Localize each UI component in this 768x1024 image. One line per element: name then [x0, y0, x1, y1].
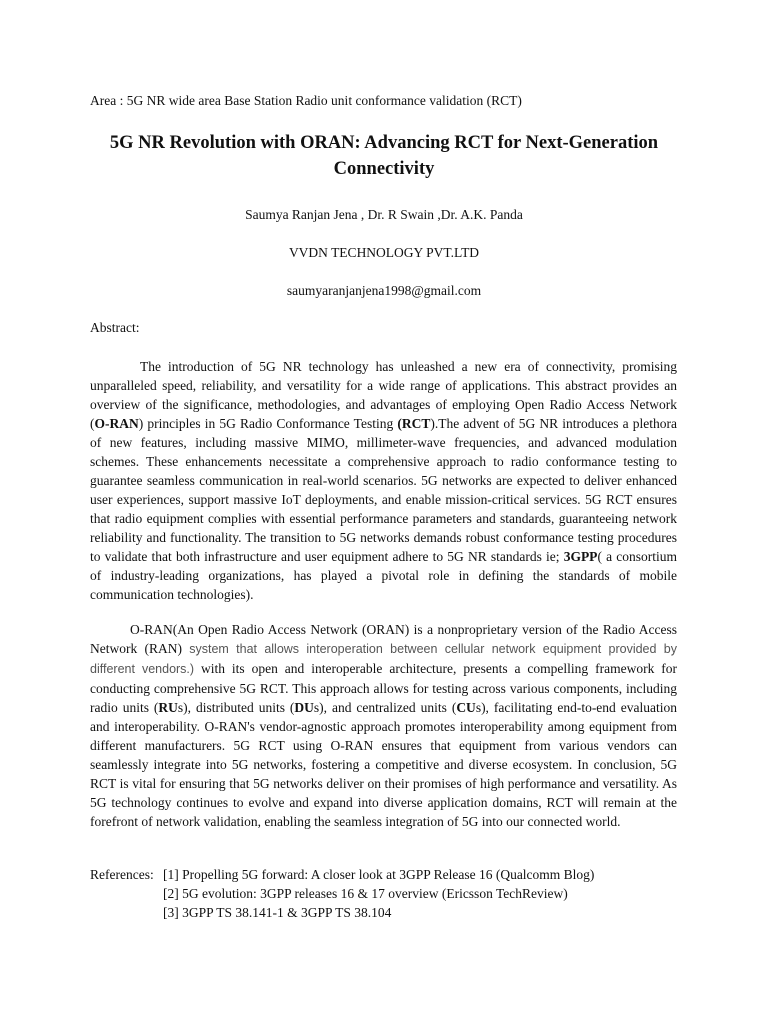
author-email: saumyaranjanjena1998@gmail.com [286, 283, 482, 298]
text-run: The introduction of 5G NR technology has unleashed a new era of connectivity, promising unparalleled speed, reliability, and versatility for a wide range of applications. This abstract provides an overview of the significance, methodologies, and advantages of employing Open Radio Access Network ( [90, 359, 677, 431]
text-run: s), facilitating end-to-end evaluation and interoperability. O-RAN's vendor-agnostic approach promotes interoperability among equipment from different manufacturers. 5G RCT using O-RAN ensures that equipment from various vendors can seamlessly integrate into 5G networks, fostering a competitive and diverse ecosystem. In conclusion, 5G RCT is vital for ensuring that 5G networks deliver on their promises of high performance and versatility. As 5G technology continues to evolve and expand into diverse application domains, RCT will remain at the forefront of network validation, enabling the seamless integration of 5G into our connected world. [90, 700, 677, 829]
reference-item: [2] 5G evolution: 3GPP releases 16 & 17 overview (Ericsson TechReview) [163, 886, 568, 901]
references-list [163, 865, 594, 922]
reference-item: [3] 3GPP TS 38.141-1 & 3GPP TS 38.104 [163, 905, 392, 920]
bold-term-ru: RU [158, 700, 178, 715]
bold-term-3gpp: 3GPP [563, 549, 598, 564]
authors: Saumya Ranjan Jena , Dr. R Swain ,Dr. A.K. Panda [245, 207, 523, 222]
text-run: s), and centralized units ( [313, 700, 457, 715]
text-run: ) principles in 5G Radio Conformance Testing [138, 416, 398, 431]
bold-term-du: DU [294, 700, 314, 715]
text-run: O-RAN(An Open Radio Access Network (ORAN) is a nonproprietary version of the Radio Access Network (RAN) [90, 622, 677, 656]
text-run: ( a consortium of industry-leading organizations, has played a pivotal role in defining the standards of mobile communication technologies). [90, 549, 677, 602]
bold-term-oran: O-RAN [94, 416, 139, 431]
bold-term-rct: (RCT [397, 416, 431, 431]
text-run: with its open and interoperable architecture, presents a compelling framework for conducting comprehensive 5G RCT. This approach allows for testing across various components, including radio units ( [90, 661, 677, 715]
sans-text-run: system that allows interoperation between cellular network equipment provided by different vendors.) [90, 642, 677, 676]
reference-item: [1] Propelling 5G forward: A closer look at 3GPP Release 16 (Qualcomm Blog) [163, 867, 595, 882]
area-line: Area : 5G NR wide area Base Station Radio unit conformance validation (RCT) [90, 93, 522, 108]
bold-term-cu: CU [456, 700, 476, 715]
abstract-paragraph-2 [90, 620, 677, 831]
text-run: ).The advent of 5G NR introduces a plethora of new features, including massive MIMO, millimeter-wave frequencies, and advanced modulation schemes. These enhancements necessitate a comprehensive approach to radio conformance testing to guarantee seamless communication in real-world scenarios. 5G networks are expected to deliver enhanced user experiences, support massive IoT deployments, and enable mission-critical services. 5G RCT ensures that radio equipment complies with essential performance parameters and standards, guaranteeing network reliability and functionality. The transition to 5G networks demands robust conformance testing procedures to validate that both infrastructure and user equipment adhere to 5G NR standards ie; [90, 416, 677, 564]
text-run: s), distributed units ( [177, 700, 295, 715]
organization: VVDN TECHNOLOGY PVT.LTD [288, 245, 480, 260]
references-label: References: [90, 867, 154, 882]
abstract-paragraph-1 [90, 357, 677, 604]
abstract-label: Abstract: [90, 320, 140, 335]
paper-title: 5G NR Revolution with ORAN: Advancing RCT for Next-Generation Connectivity [109, 133, 659, 179]
